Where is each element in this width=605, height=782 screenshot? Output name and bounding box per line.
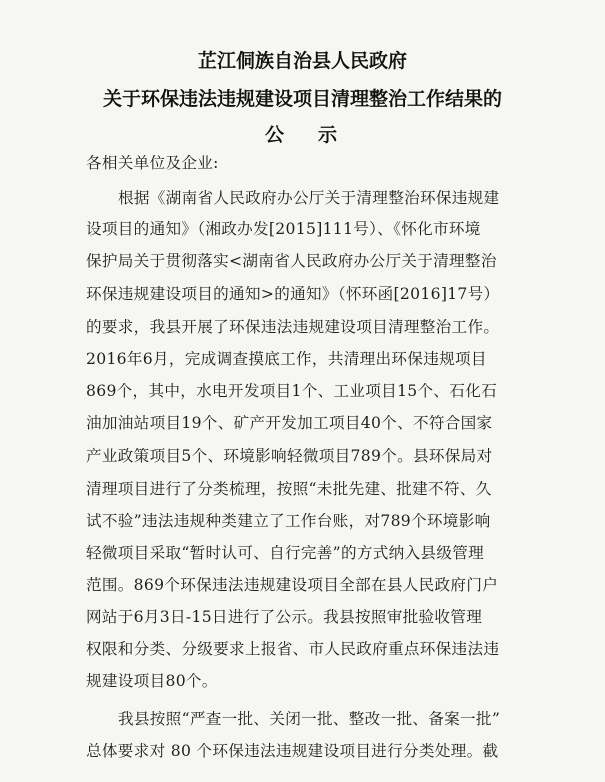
body-line: 轻微项目采取“暂时认可、自行完善”的方式纳入县级管理 [86, 544, 484, 562]
salutation: 各相关单位及企业: [86, 154, 219, 172]
body-line: 试不验”违法违规种类建立了工作台账，对789个环境影响 [86, 512, 491, 530]
body-line: 的要求，我县开展了环保违法违规建设项目清理整治工作。 [86, 318, 500, 336]
document-title-line-1: 芷江侗族自治县人民政府 [197, 50, 407, 72]
title-char-gong: 公 [265, 124, 285, 146]
body-line: 产业政策项目5个、环境影响轻微项目789个。县环保局对 [86, 447, 493, 465]
document-title-line-2: 关于环保违法违规建设项目清理整治工作结果的 [102, 88, 502, 110]
body-line: 保护局关于贯彻落实<湖南省人民政府办公厅关于清理整治 [86, 252, 497, 270]
body-line: 设项目的通知》（湘政办发[2015]111号）、《怀化市环境 [86, 220, 481, 238]
body-line: 规建设项目80个。 [86, 672, 218, 690]
body-line: 网站于6月3日-15日进行了公示。我县按照审批验收管理 [86, 608, 483, 626]
body-line: 根据《湖南省人民政府办公厅关于清理整治环保违规建 [118, 189, 500, 207]
body-line: 2016年6月，完成调查摸底工作，共清理出环保违规项目 [86, 350, 487, 368]
body-line: 权限和分类、分级要求上报省、市人民政府重点环保违法违 [86, 640, 500, 658]
body-line: 范围。869个环保违法违规建设项目全部在县人民政府门户 [86, 576, 499, 594]
body-line: 我县按照“严查一批、关闭一批、整改一批、备案一批” [118, 710, 501, 728]
title-char-shi: 示 [318, 124, 338, 146]
body-line: 油加油站项目19个、矿产开发加工项目40个、不符合国家 [86, 414, 493, 432]
body-line: 总体要求对 80 个环保违法违规建设项目进行分类处理。截 [86, 742, 499, 760]
body-line: 869个，其中，水电开发项目1个、工业项目15个、石化石 [86, 382, 497, 400]
body-line: 环保违规建设项目的通知>的通知》（怀环函[2016]17号） [86, 285, 500, 303]
body-line: 清理项目进行了分类梳理，按照“未批先建、批建不符、久 [86, 480, 492, 498]
